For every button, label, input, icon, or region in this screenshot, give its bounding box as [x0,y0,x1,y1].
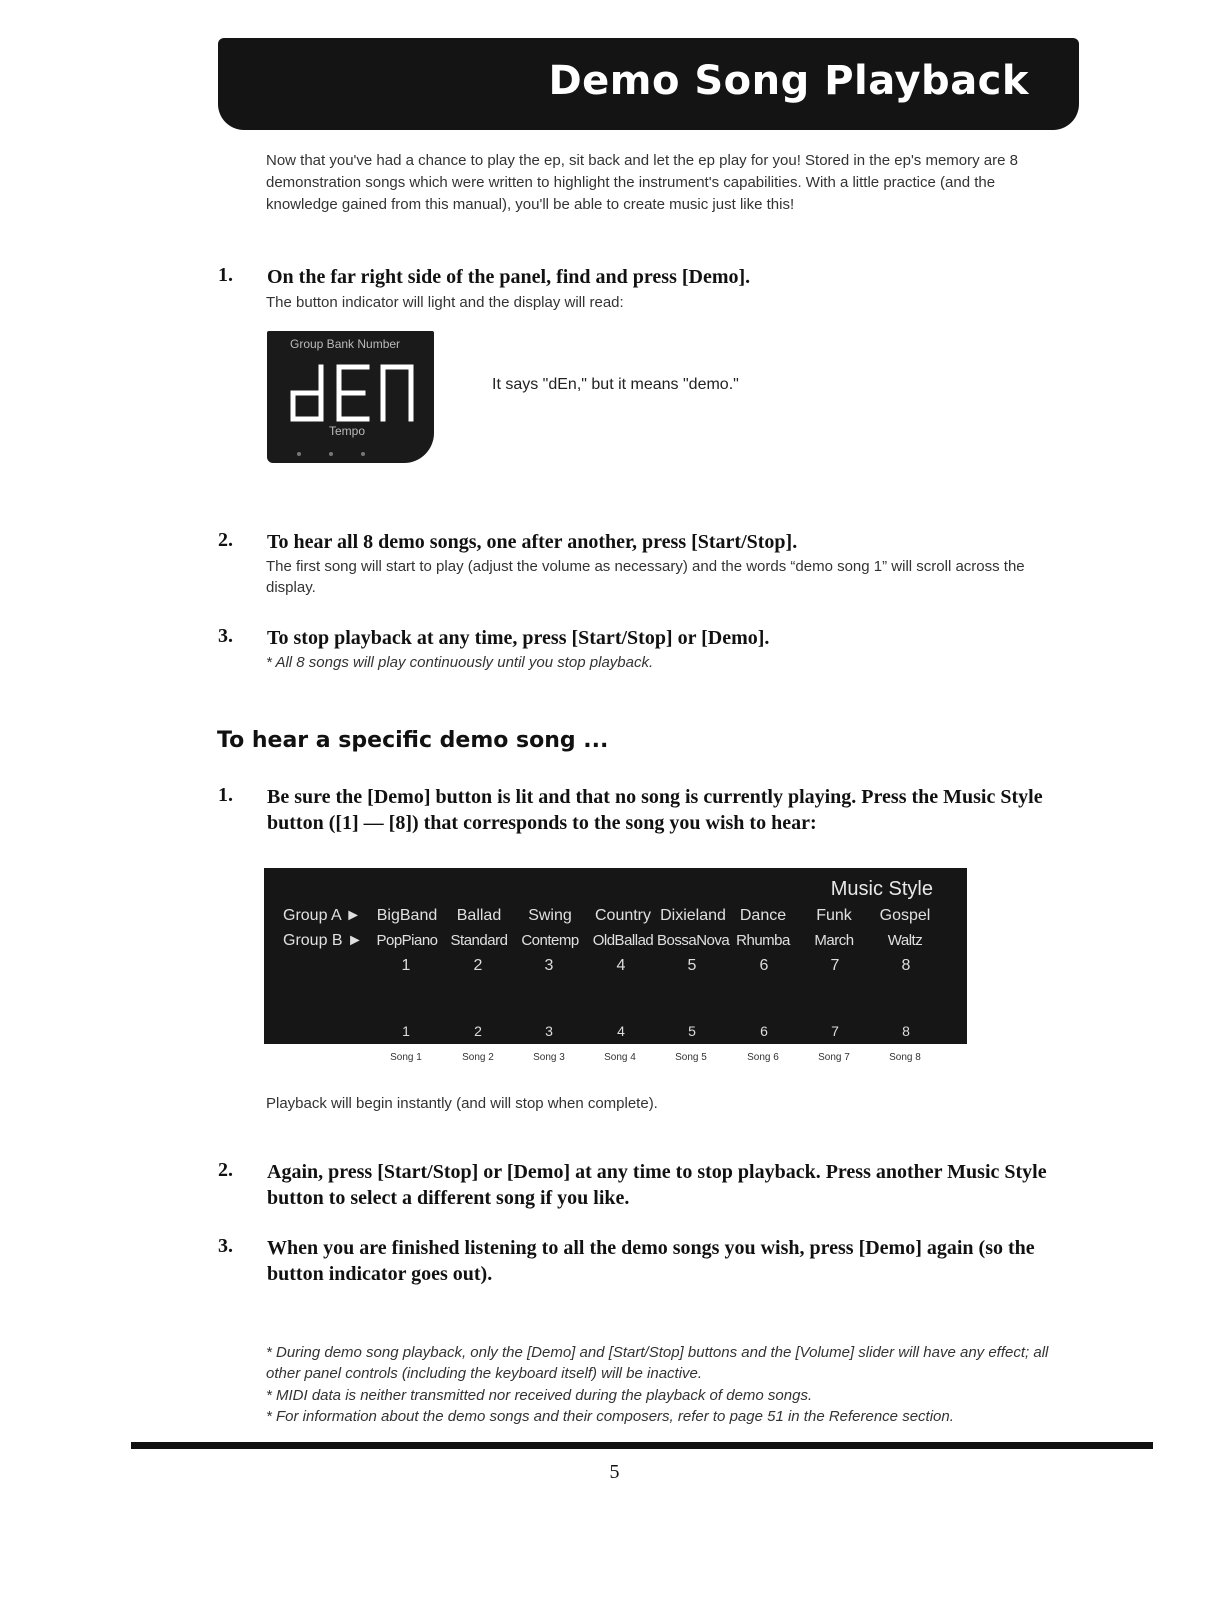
song-label: Song 2 [462,1052,494,1063]
seven-segment-digits [283,357,423,427]
style-number: 1 [401,957,411,974]
display-top-label: Group Bank Number [290,337,401,351]
footnote: * During demo song playback, only the [Demo] and [Start/Stop] buttons and the [Volume] slider will have any effect; all other panel controls (including the keyboard itself) will be inactive. [266,1344,1049,1382]
step-number: 2. [218,529,233,551]
step-number: 3. [218,625,233,647]
group-b-label: Group B ► [283,932,363,949]
step-heading: On the far right side of the panel, find and press [Demo]. [267,266,751,288]
style-number: 7 [830,957,840,974]
page-number: 5 [609,1461,620,1483]
music-style-panel [264,868,967,1044]
step-heading: Be sure the [Demo] button is lit and that no song is currently playing. Press the Music Style button ([1] — [8]) that corresponds to the song you wish to hear: [267,786,1043,834]
step-number: 1. [218,264,233,286]
style-button-1: 1 [402,1023,410,1039]
style-number: 6 [759,957,769,974]
style-name: Rhumba [736,932,790,949]
step-number: 2. [218,1159,233,1181]
song-label: Song 4 [604,1052,636,1063]
panel-title: Music Style [830,878,933,900]
step-number: 3. [218,1235,233,1257]
style-button-6: 6 [760,1023,768,1039]
group-a-label: Group A ► [283,907,362,924]
step-text: The first song will start to play (adjust the volume as necessary) and the words “demo song 1” will scroll across the display. [266,558,1025,596]
tempo-dots [297,443,393,461]
footer-rule [131,1442,1153,1449]
style-button-8: 8 [902,1023,910,1039]
style-number: 4 [616,957,626,974]
step-heading: When you are finished listening to all the demo songs you wish, press [Demo] again (so the button indicator goes out). [267,1237,1035,1285]
style-name: Ballad [456,907,502,924]
step-note: * All 8 songs will play continuously until you stop playback. [266,654,654,671]
song-label: Song 1 [390,1052,422,1063]
style-name: Waltz [887,932,923,949]
style-number: 8 [901,957,911,974]
step-heading: To stop playback at any time, press [Start/Stop] or [Demo]. [267,627,770,649]
song-label: Song 6 [747,1052,779,1063]
style-name: Dance [739,907,787,924]
display-bottom-label: Tempo [329,424,366,438]
style-button-5: 5 [688,1023,696,1039]
style-name: Gospel [879,907,931,924]
style-name: Dixieland [660,907,726,924]
display-caption: It says "dEn," but it means "demo." [492,376,739,393]
playback-note: Playback will begin instantly (and will stop when complete). [266,1095,658,1112]
style-button-3: 3 [545,1023,553,1039]
song-label: Song 3 [533,1052,565,1063]
style-number: 2 [473,957,483,974]
step-heading: Again, press [Start/Stop] or [Demo] at any time to stop playback. Press another Music Style button to select a different song if you like. [267,1161,1047,1209]
style-name: March [814,932,854,949]
style-name: Swing [528,907,572,924]
style-name: BossaNova [657,932,730,949]
display-illustration [267,331,434,463]
style-name: Country [594,907,652,924]
title-banner [218,38,1079,130]
footnote: * MIDI data is neither transmitted nor received during the playback of demo songs. [266,1387,813,1404]
style-button-7: 7 [831,1023,839,1039]
style-name: Standard [450,932,508,949]
style-name: PopPiano [376,932,438,949]
style-name: Funk [816,907,852,924]
style-button-4: 4 [617,1023,625,1039]
section-title: To hear a specific demo song ... [217,728,609,753]
step-heading: To hear all 8 demo songs, one after another, press [Start/Stop]. [267,531,798,553]
style-button-2: 2 [474,1023,482,1039]
song-label: Song 8 [889,1052,921,1063]
style-name: BigBand [376,907,438,924]
style-name: OldBallad [592,932,654,949]
page-title: Demo Song Playback [548,58,1029,104]
style-number: 3 [544,957,554,974]
song-label: Song 7 [818,1052,850,1063]
intro-paragraph: Now that you've had a chance to play the ep, sit back and let the ep play for you! Stored in the ep's memory are 8 demonstration songs which were written to highlight the instrument's capabilities. With a little practice (and the knowledge gained from this manual), you'll be able to create music just like this! [266,152,1018,213]
footnote: * For information about the demo songs and their composers, refer to page 51 in the Reference section. [266,1408,954,1425]
step-text: The button indicator will light and the display will read: [266,294,624,311]
style-name: Contemp [521,932,579,949]
style-number: 5 [687,957,697,974]
step-number: 1. [218,784,233,806]
song-label: Song 5 [675,1052,707,1063]
